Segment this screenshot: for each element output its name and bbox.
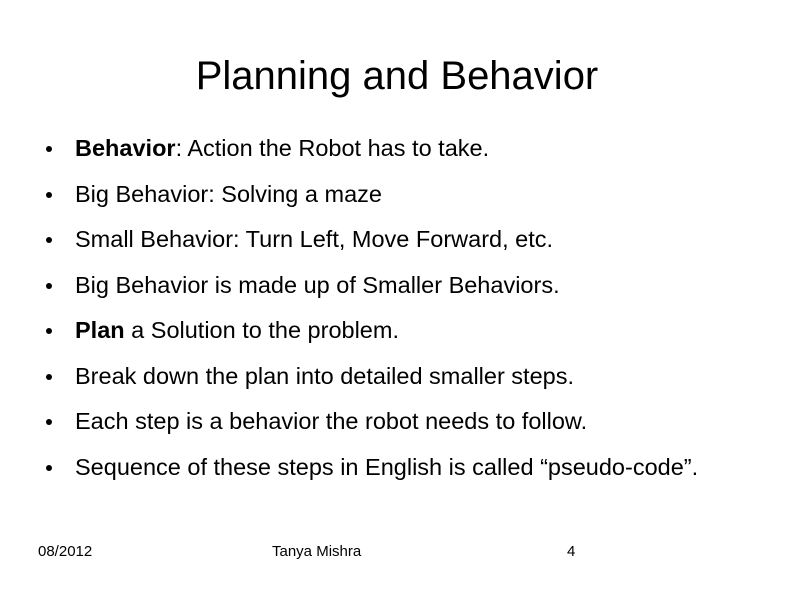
bullet-item: [46, 135, 750, 161]
bullet-bold-text: Behavior: [75, 135, 176, 161]
bullet-dot-icon: [46, 419, 52, 425]
bullet-dot-icon: [46, 328, 52, 334]
bullet-list: [46, 135, 750, 499]
bullet-item: [46, 272, 750, 298]
bullet-text: Sequence of these steps in English is called “pseudo-code”.: [75, 453, 699, 480]
bullet-item: [46, 317, 750, 343]
bullet-dot-icon: [46, 465, 52, 471]
bullet-text: Big Behavior: Solving a maze: [75, 180, 382, 207]
bullet-text: Break down the plan into detailed smaller steps.: [75, 362, 575, 389]
bullet-item: [46, 454, 750, 480]
slide-title: Planning and Behavior: [195, 54, 599, 98]
bullet-item: [46, 363, 750, 389]
footer-page-number: 4: [567, 543, 576, 560]
bullet-dot-icon: [46, 192, 52, 198]
bullet-dot-icon: [46, 283, 52, 289]
bullet-text: : Action the Robot has to take.: [175, 135, 490, 161]
bullet-text: Small Behavior: Turn Left, Move Forward, etc.: [75, 226, 554, 252]
bullet-item: [46, 226, 750, 252]
footer-author: Tanya Mishra: [272, 543, 362, 560]
bullet-text: a Solution to the problem.: [124, 317, 399, 343]
footer-date: 08/2012: [38, 543, 93, 560]
bullet-dot-icon: [46, 374, 52, 380]
bullet-text: Big Behavior is made up of Smaller Behaviors.: [75, 271, 560, 298]
bullet-dot-icon: [46, 146, 52, 152]
bullet-text: Each step is a behavior the robot needs to follow.: [75, 408, 588, 434]
bullet-item: [46, 181, 750, 207]
bullet-item: [46, 408, 750, 434]
bullet-dot-icon: [46, 237, 52, 243]
bullet-bold-text: Plan: [75, 317, 125, 343]
